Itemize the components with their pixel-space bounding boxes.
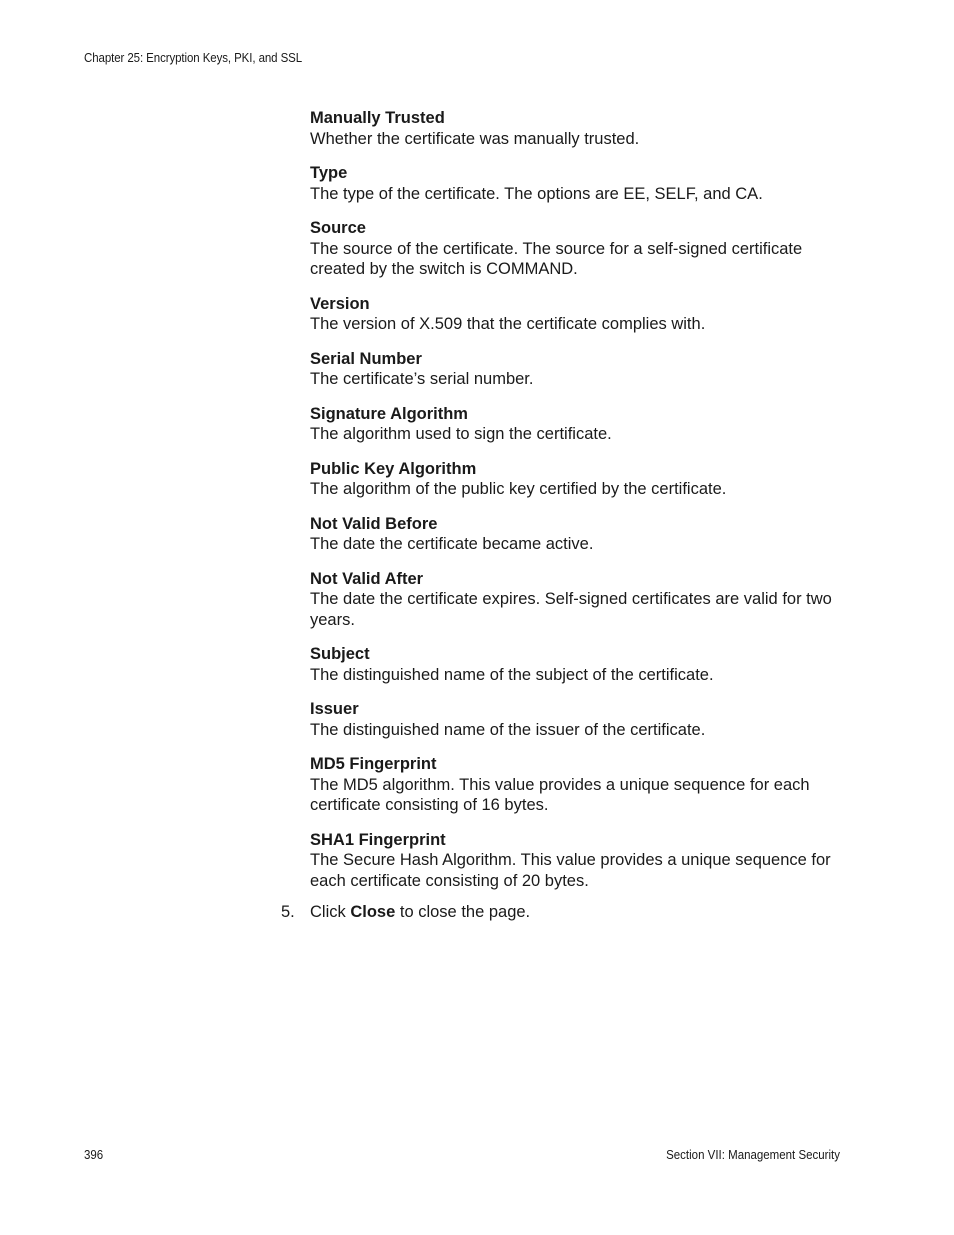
term-label: MD5 Fingerprint — [310, 755, 437, 773]
term-description: The version of X.509 that the certificate complies with. — [310, 315, 706, 333]
page-number: 396 — [84, 1148, 104, 1162]
entry-source — [310, 218, 840, 280]
term-label: Signature Algorithm — [310, 404, 468, 423]
term-label: SHA1 Fingerprint — [310, 830, 446, 849]
term-description: The distinguished name of the subject of the certificate. — [310, 665, 714, 684]
term-description: The MD5 algorithm. This value provides a unique sequence for each certificate consisting of 16 bytes. — [310, 775, 810, 814]
entry-not-valid-before — [310, 514, 840, 555]
step-number: 5. — [281, 903, 295, 921]
term-description: The algorithm used to sign the certificate. — [310, 425, 612, 443]
entry-signature-algorithm — [310, 404, 840, 445]
entry-version — [310, 294, 840, 335]
step-text-suffix: to close the page. — [395, 903, 531, 921]
term-label: Version — [310, 294, 370, 313]
entry-subject — [310, 644, 840, 685]
term-label: Source — [310, 219, 366, 237]
term-label: Subject — [310, 645, 370, 663]
entry-serial-number — [310, 349, 840, 390]
entry-manually-trusted — [310, 108, 840, 149]
entry-not-valid-after — [310, 569, 840, 631]
running-header: Chapter 25: Encryption Keys, PKI, and SSL — [84, 51, 303, 65]
entry-md5-fingerprint — [310, 754, 840, 816]
term-description: Whether the certificate was manually trusted. — [310, 129, 640, 148]
term-label: Not Valid Before — [310, 514, 438, 533]
term-description: The Secure Hash Algorithm. This value provides a unique sequence for each certificate consisting of 20 bytes. — [310, 851, 831, 890]
term-label: Serial Number — [310, 349, 422, 368]
term-description: The source of the certificate. The source for a self-signed certificate created by the switch is COMMAND. — [310, 239, 803, 278]
section-title: Section VII: Management Security — [666, 1148, 840, 1162]
step-text-prefix: Click — [310, 903, 351, 921]
entry-issuer — [310, 699, 840, 740]
term-description: The distinguished name of the issuer of the certificate. — [310, 720, 706, 739]
entry-sha1-fingerprint — [310, 830, 840, 892]
step-emphasis-close: Close — [350, 903, 396, 921]
procedure-step — [281, 902, 530, 923]
term-label: Manually Trusted — [310, 109, 445, 127]
term-description: The type of the certificate. The options are EE, SELF, and CA. — [310, 184, 763, 203]
term-label: Issuer — [310, 700, 359, 718]
term-label: Not Valid After — [310, 569, 424, 588]
entry-public-key-algorithm — [310, 459, 840, 500]
term-label: Public Key Algorithm — [310, 459, 477, 478]
term-description: The algorithm of the public key certified by the certificate. — [310, 480, 727, 498]
definition-list — [310, 108, 840, 905]
entry-type — [310, 163, 840, 204]
term-description: The date the certificate became active. — [310, 535, 594, 553]
term-description: The date the certificate expires. Self-signed certificates are valid for two years. — [310, 590, 832, 629]
term-description: The certificate’s serial number. — [310, 370, 534, 388]
term-label: Type — [310, 164, 348, 182]
